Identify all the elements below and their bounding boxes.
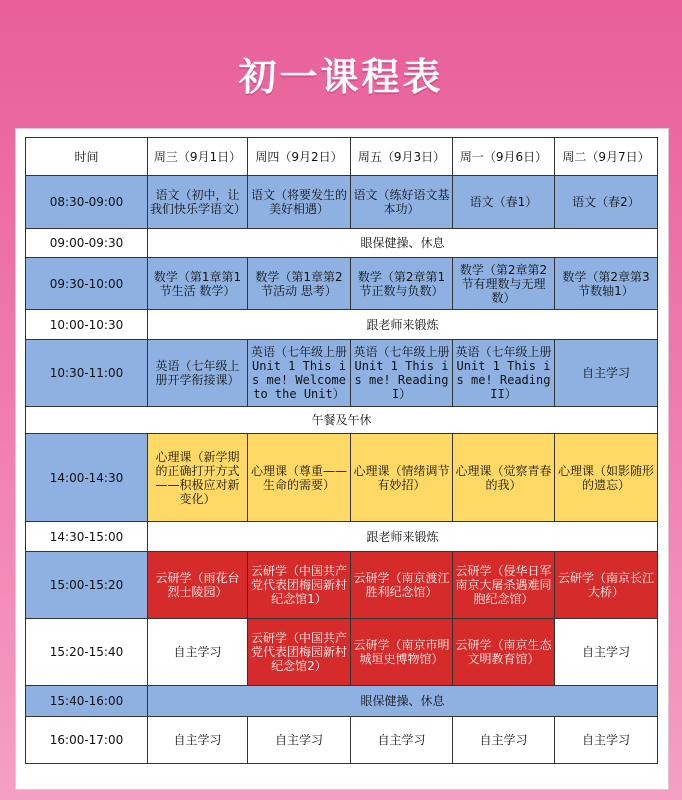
time-cell: 14:00-14:30 <box>26 434 148 522</box>
header-day: 周一（9月6日） <box>453 138 555 176</box>
table-row <box>26 258 658 310</box>
course-cell: 语文（初中，让我们快乐学语文） <box>148 176 248 229</box>
table-row <box>26 407 658 434</box>
course-cell: 云研学（中国共产党代表团梅园新村纪念馆1） <box>248 552 351 619</box>
schedule-table <box>25 137 658 764</box>
header-day: 周五（9月3日） <box>351 138 453 176</box>
table-row <box>26 176 658 229</box>
course-cell: 语文（将要发生的美好相遇） <box>248 176 351 229</box>
time-cell: 10:30-11:00 <box>26 340 148 407</box>
table-row <box>26 717 658 764</box>
course-cell: 自主学习 <box>351 717 453 764</box>
course-cell: 云研学（南京市明城垣史博物馆） <box>351 619 453 686</box>
course-cell: 心理课（情绪调节有妙招） <box>351 434 453 522</box>
table-row <box>26 552 658 619</box>
lunch-cell: 午餐及午休 <box>26 407 658 434</box>
table-row <box>26 434 658 522</box>
table-row <box>26 229 658 258</box>
course-cell: 数学（第2章第3节数轴1） <box>555 258 658 310</box>
course-cell: 自主学习 <box>555 340 658 407</box>
course-cell: 云研学（南京生态文明教育馆） <box>453 619 555 686</box>
table-row <box>26 686 658 717</box>
course-cell: 英语（七年级上册 Unit 1 This is me! Reading I） <box>351 340 453 407</box>
time-cell: 15:20-15:40 <box>26 619 148 686</box>
time-cell: 15:40-16:00 <box>26 686 148 717</box>
header-row <box>26 138 658 176</box>
course-cell: 数学（第2章第1节正数与负数） <box>351 258 453 310</box>
time-cell: 16:00-17:00 <box>26 717 148 764</box>
table-row <box>26 340 658 407</box>
header-day: 周三（9月1日） <box>148 138 248 176</box>
course-cell: 云研学（雨花台烈士陵园） <box>148 552 248 619</box>
time-cell: 10:00-10:30 <box>26 310 148 340</box>
header-time: 时间 <box>26 138 148 176</box>
course-cell: 数学（第1章第1节生活 数学） <box>148 258 248 310</box>
header-day: 周二（9月7日） <box>555 138 658 176</box>
course-cell: 英语（七年级上册 Unit 1 This is me! Welcome to the Unit） <box>248 340 351 407</box>
course-cell: 云研学（南京渡江胜利纪念馆） <box>351 552 453 619</box>
time-cell: 09:00-09:30 <box>26 229 148 258</box>
merged-activity-cell: 跟老师来锻炼 <box>148 310 658 340</box>
merged-activity-cell: 眼保健操、休息 <box>148 686 658 717</box>
table-row <box>26 310 658 340</box>
course-cell: 心理课（尊重——生命的需要） <box>248 434 351 522</box>
merged-activity-cell: 跟老师来锻炼 <box>148 522 658 552</box>
course-cell: 自主学习 <box>148 717 248 764</box>
course-cell: 自主学习 <box>148 619 248 686</box>
course-cell: 英语（七年级上册 Unit 1 This is me! Reading II） <box>453 340 555 407</box>
course-cell: 英语（七年级上册开学衔接课） <box>148 340 248 407</box>
course-cell: 自主学习 <box>248 717 351 764</box>
merged-activity-cell: 眼保健操、休息 <box>148 229 658 258</box>
time-cell: 09:30-10:00 <box>26 258 148 310</box>
course-cell: 自主学习 <box>555 717 658 764</box>
time-cell: 14:30-15:00 <box>26 522 148 552</box>
course-cell: 数学（第2章第2节有理数与无理数） <box>453 258 555 310</box>
course-cell: 语文（练好语文基本功） <box>351 176 453 229</box>
course-cell: 自主学习 <box>555 619 658 686</box>
time-cell: 15:00-15:20 <box>26 552 148 619</box>
course-cell: 云研学（中国共产党代表团梅园新村纪念馆2） <box>248 619 351 686</box>
course-cell: 心理课（如影随形的遗忘） <box>555 434 658 522</box>
course-cell: 云研学（南京长江大桥） <box>555 552 658 619</box>
time-cell: 08:30-09:00 <box>26 176 148 229</box>
course-cell: 语文（春2） <box>555 176 658 229</box>
course-cell: 数学（第1章第2节活动 思考） <box>248 258 351 310</box>
header-day: 周四（9月2日） <box>248 138 351 176</box>
course-cell: 语文（春1） <box>453 176 555 229</box>
table-row <box>26 522 658 552</box>
course-cell: 云研学（侵华日军南京大屠杀遇难同胞纪念馆） <box>453 552 555 619</box>
page-title: 初一课程表 <box>238 55 444 99</box>
course-cell: 心理课（觉察青春的我） <box>453 434 555 522</box>
course-cell: 心理课（新学期的正确打开方式——积极应对新变化） <box>148 434 248 522</box>
course-cell: 自主学习 <box>453 717 555 764</box>
table-row <box>26 619 658 686</box>
